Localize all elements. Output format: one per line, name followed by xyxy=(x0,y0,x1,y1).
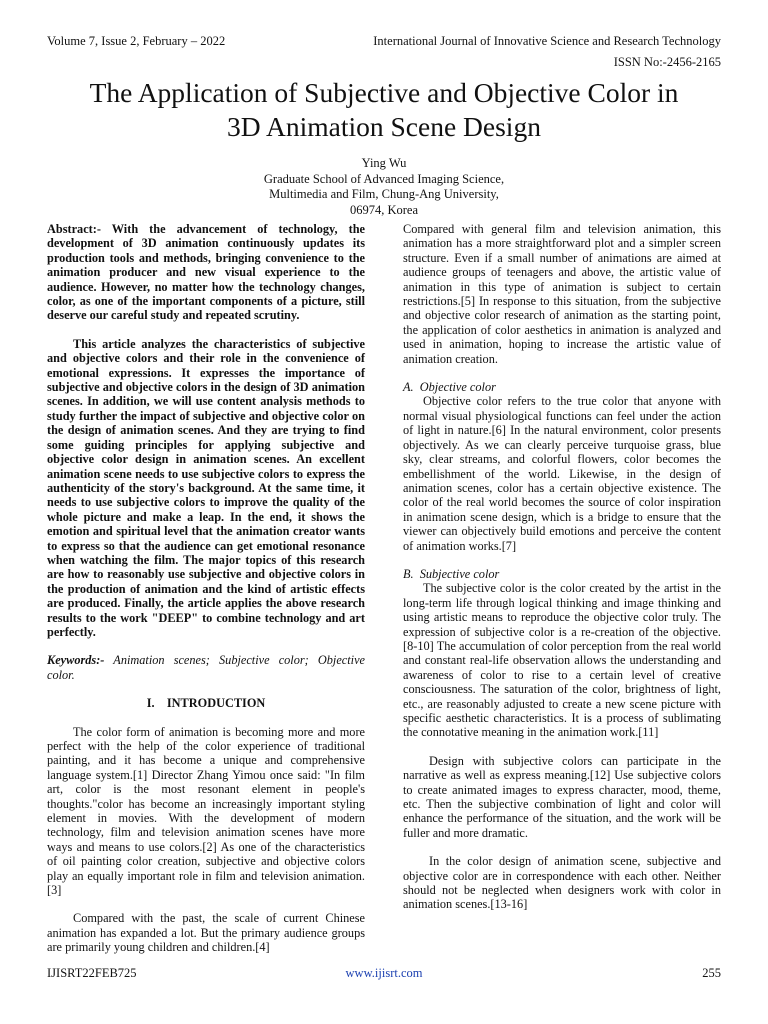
keywords-label: Keywords:- xyxy=(47,653,105,668)
left-column xyxy=(47,222,365,955)
right-column xyxy=(403,222,721,912)
subjective-color-paragraph-1: The subjective color is the color created by the artist in the long-term life through logical thinking and image thinking and using artistic means to reproduce the objective color truly. The expression of subjective color is a re-creation of the objective.[8-10] The accumulation of color perception from the real world and constant real-life observation allows the understanding and awareness of color to rise to a certain level of creative consciousness. The saturation of the color, brightness of light, etc., are reasonably adjusted to create a new scene picture with specific aesthetic characteristics. It is a process of sublimating the connotative meaning in the animation work.[11] xyxy=(403,581,721,740)
section-heading-introduction: I. INTRODUCTION xyxy=(146,696,266,711)
subheading-objective-color: A. Objective color xyxy=(403,380,496,395)
author-name: Ying Wu xyxy=(361,156,407,170)
intro-paragraph-1: The color form of animation is becoming more and more perfect with the help of the color experience of traditional painting, and it has become a unique and comprehensive language system.[1] Director Zhang Yimou once said: "In film art, color is the most resonant element in people's thoughts."color has become an increasingly important styling element in movies. With the development of modern technology, film and television animation scenes have more ways and means to use colors.[2] As one of the characteristics of oil painting color creation, subjective and objective colors play an equally important role in film and television animation.[3] xyxy=(47,724,365,898)
title-line-2: 3D Animation Scene Design xyxy=(227,111,541,142)
header-volume: Volume 7, Issue 2, February – 2022 xyxy=(47,34,226,48)
abstract-text: With the advancement of technology, the development of 3D animation continuously updates its production tools and methods, bringing convenience to the animation producer and new visual experience to the audience. However, no matter how the technology changes, color, as one of the important components of a picture, still deserve our careful study and repeated scrutiny. xyxy=(47,222,365,323)
intro-paragraph-2: Compared with the past, the scale of current Chinese animation has expanded a lot. But the primary audience groups are primarily young children and children.[4] xyxy=(47,911,365,955)
header-journal: International Journal of Innovative Science and Research Technology xyxy=(373,34,721,48)
abstract-label: Abstract:- xyxy=(47,222,101,236)
abstract-paragraph xyxy=(47,222,365,323)
subheading-subjective-color: B. Subjective color xyxy=(403,566,500,581)
affiliation-line: 06974, Korea xyxy=(349,202,419,217)
keywords xyxy=(47,653,365,682)
title-line-1: The Application of Subjective and Objective Color in xyxy=(89,77,679,108)
author-block xyxy=(0,156,768,218)
footer-paper-id: IJISRT22FEB725 xyxy=(47,966,137,980)
footer-website-link[interactable]: www.ijisrt.com xyxy=(345,966,423,980)
affiliation-line: Multimedia and Film, Chung-Ang University, xyxy=(269,187,499,201)
paper-title xyxy=(30,76,738,144)
keywords-text: Animation scenes; Subjective color; Objective color. xyxy=(47,653,365,682)
subjective-color-paragraph-2: Design with subjective colors can participate in the narrative as well as express meaning.[12] Use subjective colors to create animated images to express character, mood, theme, etc. Then the subjective combination of light and color will enhance the performance of the situation, and the work will be fuller and more dramatic. xyxy=(403,753,721,840)
intro-paragraph-continued: Compared with general film and television animation, this animation has a more straightforward plot and a simpler screen structure. Even if a small number of animations are aimed at audience groups of teenagers and above, the artistic value of animation in this type of animation is subject to certain restrictions.[5] In response to this situation, from the subjective and objective color research of animation as the starting point, the application of color aesthetics in animation is analyzed and used in animation, hoping to increase the artistic value of animation creation. xyxy=(403,222,721,366)
subjective-color-paragraph-3: In the color design of animation scene, subjective and objective color are in correspondence with each other. Neither should not be neglected when designers work with color in animation scenes.[13-16] xyxy=(403,854,721,912)
footer-page-number: 255 xyxy=(702,966,721,980)
header-issn: ISSN No:-2456-2165 xyxy=(613,55,721,69)
abstract-paragraph-2: This article analyzes the characteristics of subjective and objective colors and their role in the convenience of emotional expressions. It expresses the importance of subjective and objective colors in the design of 3D animation scenes. In addition, we will use content analysis methods to study further the impact of subjective and objective color on the design of animation scenes. And they are trying to find some guiding principles for applying subjective and objective color design in animation scenes. An excellent animation scene needs to use subjective colors to express the authenticity of the story's background. At the same time, it needs to use subjective colors to improve the quality of the whole picture and make a leap. In the end, it shows the emotion and spiritual level that the animation creator wants to express so that the audience can get emotional resonance when watching the film. The major topics of this research are how to reasonably use subjective and objective colors in the production of animation and the kind of artistic effects are produced. Finally, the article applies the above research results to the work "DEEP" to combine technology and art perfectly. xyxy=(47,336,365,639)
objective-color-paragraph: Objective color refers to the true color that anyone with normal visual physiological functions can feel under the action of light in nature.[6] In the natural environment, color presents objectively. As we can clearly perceive turquoise grass, blue sky, clear streams, and colorful flowers, color becomes the embellishment of the world. Likewise, in the design of animation scenes, color has a certain objective existence. The color of the real world becomes the source of color inspiration in animation scene design, which is a bridge to ensure that the viewer can objectively build emotions and perceive the content of animation works.[7] xyxy=(403,394,721,553)
affiliation-line: Graduate School of Advanced Imaging Science, xyxy=(263,171,505,186)
